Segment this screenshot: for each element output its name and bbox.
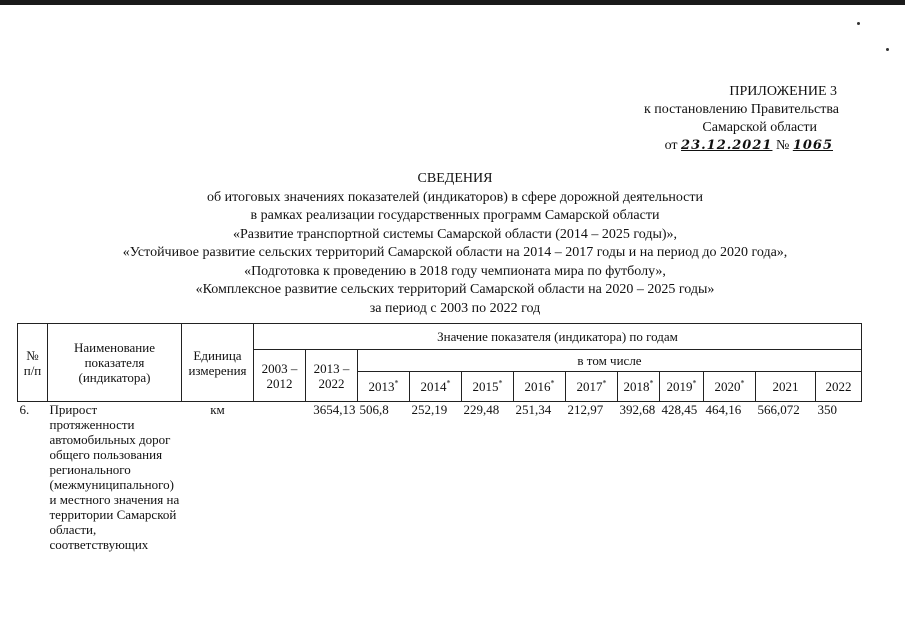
heading-line: об итоговых значениях показателей (индикаторов) в сфере дорожной деятельности — [207, 189, 703, 205]
row-unit: км — [210, 402, 225, 417]
appendix-line: к постановлению Правительства — [643, 102, 839, 117]
row-value: 428,45 — [661, 402, 698, 417]
row-value: 212,97 — [567, 402, 604, 417]
col-header-year: 2013* — [358, 372, 410, 402]
col-header-year: 2017* — [566, 372, 618, 402]
col-header-year: 2022 — [816, 372, 862, 402]
number-sign: № — [775, 138, 790, 153]
row-value: 251,34 — [515, 402, 552, 417]
col-header-subgroup: в том числе — [358, 350, 862, 372]
indicators-table — [17, 323, 862, 552]
row-value — [254, 402, 306, 553]
col-header-period: 2003 – 2012 — [254, 350, 306, 402]
heading-line: «Подготовка к проведению в 2018 году чемпионата мира по футболу», — [244, 263, 666, 279]
heading-line: «Развитие транспортной системы Самарской области (2014 – 2025 годы)», — [232, 226, 678, 242]
appendix-line: Самарской области — [702, 120, 817, 135]
heading-line: в рамках реализации государственных программ Самарской области — [250, 208, 660, 223]
row-value: 566,072 — [757, 402, 800, 417]
col-header-group: Значение показателя (индикатора) по годам — [254, 324, 862, 350]
scan-top-edge — [0, 0, 905, 5]
col-header-year: 2015* — [462, 372, 514, 402]
col-header-name: Наименование показателя (индикатора) — [48, 324, 182, 402]
col-header-period: 2013 – 2022 — [306, 350, 358, 402]
col-header-year: 2016* — [514, 372, 566, 402]
row-value: 506,8 — [359, 402, 389, 417]
col-header-year: 2020* — [704, 372, 756, 402]
col-header-year: 2018* — [618, 372, 660, 402]
appendix-date-line — [579, 137, 839, 155]
col-header-year: 2019* — [660, 372, 704, 402]
scan-speck — [886, 48, 889, 51]
heading-line: «Устойчивое развитие сельских территорий Самарской области на 2014 – 2017 годы и на период до 2020 года», — [122, 245, 788, 260]
heading-line: за период с 2003 по 2022 год — [369, 300, 541, 316]
date-handwritten: 23.12.2021 — [681, 138, 773, 153]
col-header-year: 2014* — [410, 372, 462, 402]
row-value: 229,48 — [463, 402, 500, 417]
row-num: 6. — [19, 402, 30, 417]
scan-speck — [857, 22, 860, 25]
col-header-year: 2021 — [756, 372, 816, 402]
appendix-block — [579, 83, 839, 155]
col-header-unit: Единица измерения — [182, 324, 254, 402]
col-header-num: № п/п — [18, 324, 48, 402]
row-value: 350 — [817, 402, 837, 417]
table-row — [18, 402, 862, 553]
heading-title: СВЕДЕНИЯ — [417, 171, 493, 186]
document-heading — [60, 170, 850, 318]
date-prefix: от — [664, 138, 678, 153]
appendix-title: ПРИЛОЖЕНИЕ 3 — [729, 84, 837, 99]
row-value: 3654,13 — [313, 402, 356, 417]
heading-line: «Комплексное развитие сельских территорий Самарской области на 2020 – 2025 годы» — [195, 282, 715, 297]
row-value: 392,68 — [619, 402, 656, 417]
number-handwritten: 1065 — [792, 138, 833, 153]
row-value: 252,19 — [411, 402, 448, 417]
row-value: 464,16 — [705, 402, 742, 417]
row-name: Прирост протяженности автомобильных дорог общего пользования регионального (межмуниципального) и местного значения на территории Самарской области, соответствующих — [49, 402, 180, 552]
